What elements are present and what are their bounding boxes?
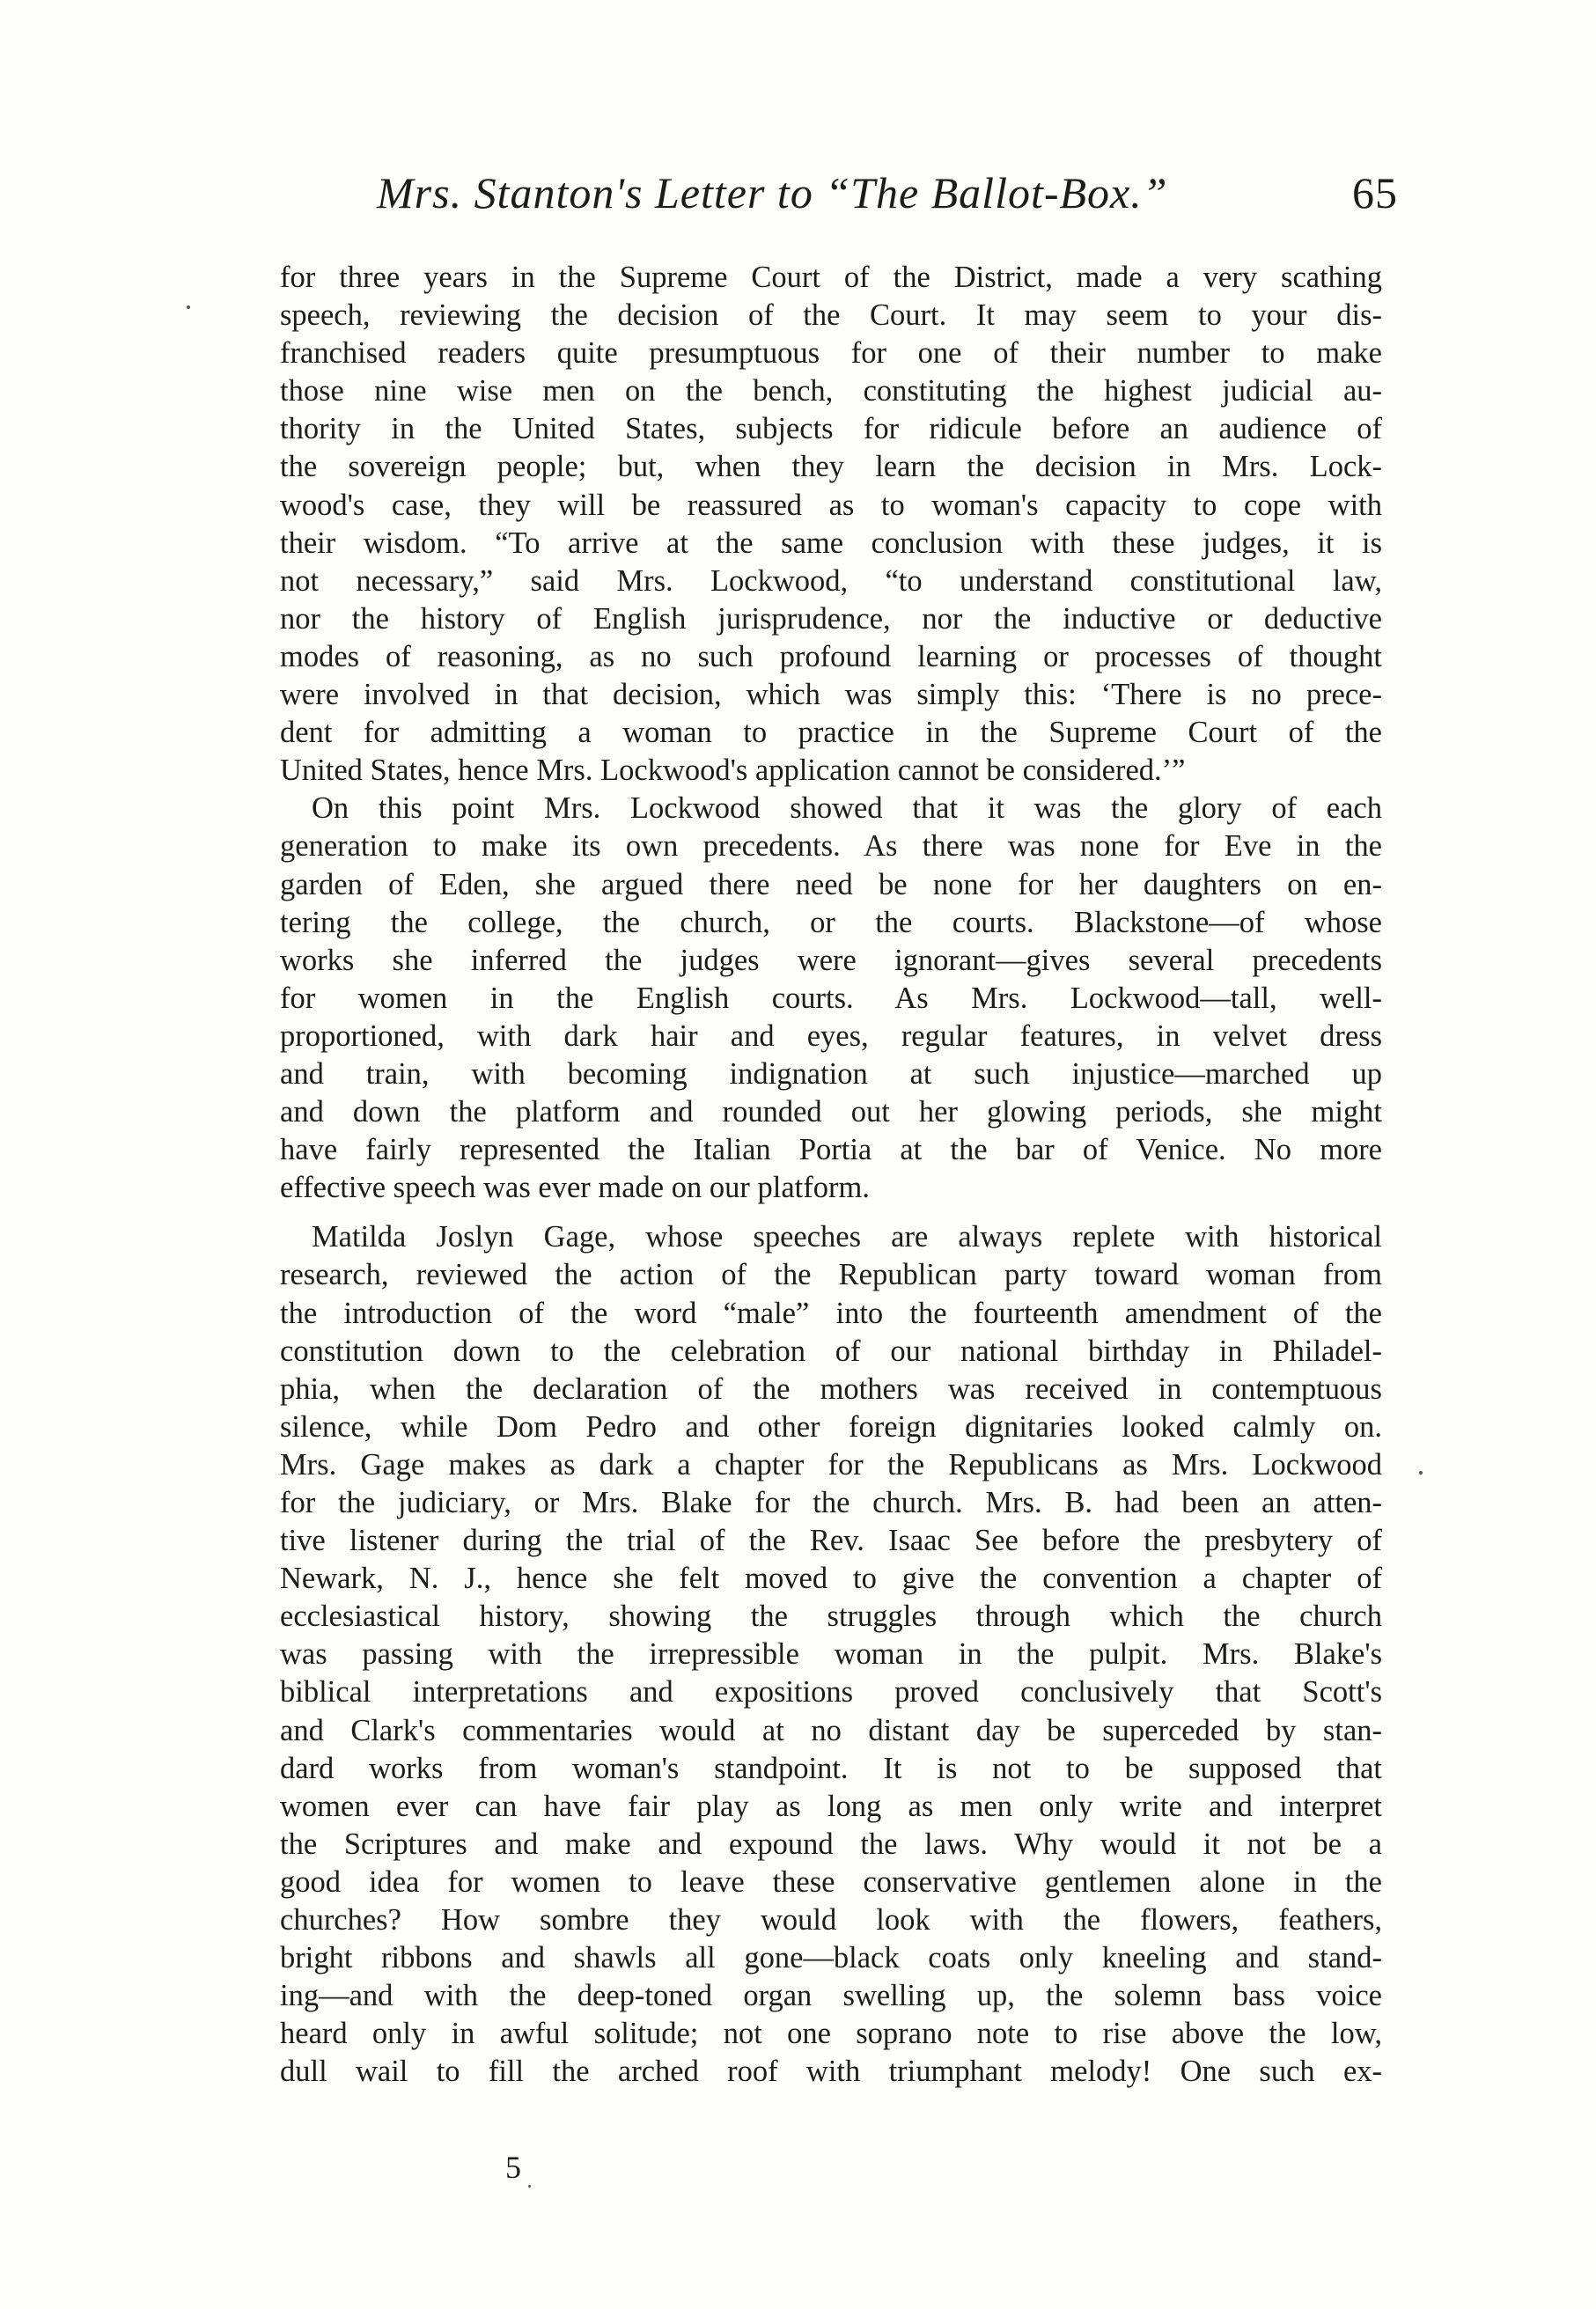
text-line: the sovereign people; but, when they learn the decision in Mrs. Lock- (280, 450, 1382, 484)
text-line: thority in the United States, subjects for ridicule before an audience of (280, 412, 1382, 446)
text-line: Newark, N. J., hence she felt moved to give the convention a chapter of (280, 1562, 1382, 1596)
text-line: tive listener during the trial of the Rev. Isaac See before the presbytery of (280, 1524, 1382, 1558)
text-line: modes of reasoning, as no such profound learning or processes of thought (280, 639, 1382, 673)
text-line: speech, reviewing the decision of the Court. It may seem to your dis- (280, 298, 1382, 333)
signature-mark: 5 (505, 2150, 521, 2185)
text-line: nor the history of English jurisprudence, nor the inductive or deductive (280, 601, 1382, 636)
text-line: proportioned, with dark hair and eyes, regular features, in velvet dress (280, 1018, 1382, 1053)
text-line: wood's case, they will be reassured as to woman's capacity to cope with (280, 488, 1382, 522)
print-speck (1419, 1471, 1423, 1474)
text-line: dard works from woman's standpoint. It is not to be supposed that (280, 1751, 1382, 1785)
text-line: for the judiciary, or Mrs. Blake for the church. Mrs. B. had been an atten- (280, 1486, 1382, 1519)
text-line: not necessary,” said Mrs. Lockwood, “to understand constitutional law, (280, 563, 1382, 598)
text-line: heard only in awful solitude; not one soprano note to rise above the low, (280, 2017, 1382, 2051)
text-line: and Clark's commentaries would at no distant day be superceded by stan- (280, 1713, 1382, 1747)
paragraph-1 (280, 259, 1382, 790)
text-line: franchised readers quite presumptuous for one of their number to make (280, 336, 1382, 371)
text-line: good idea for women to leave these conservative gentlemen alone in the (280, 1864, 1382, 1899)
paragraph-3 (280, 1218, 1382, 2091)
text-line: ing—and with the deep-toned organ swelling up, the solemn bass voice (280, 1979, 1382, 2013)
text-line: for women in the English courts. As Mrs. Lockwood—tall, well- (280, 981, 1382, 1015)
text-line: those nine wise men on the bench, constituting the highest judicial au- (280, 374, 1382, 408)
text-line: Matilda Joslyn Gage, whose speeches are always replete with historical (312, 1220, 1382, 1254)
text-line: churches? How sombre they would look with the flowers, feathers, (280, 1903, 1382, 1938)
text-line: and train, with becoming indignation at such injustice—marched up (280, 1056, 1382, 1091)
text-line: for three years in the Supreme Court of the District, made a very scathing (280, 261, 1382, 294)
text-line: garden of Eden, she argued there need be none for her daughters on en- (280, 867, 1382, 901)
text-line: tering the college, the church, or the courts. Blackstone—of whose (280, 905, 1382, 939)
text-line: women ever can have fair play as long as men only write and interpret (280, 1789, 1382, 1823)
text-line: generation to make its own precedents. As there was none for Eve in the (280, 829, 1382, 864)
text-line: the Scriptures and make and expound the laws. Why would it not be a (280, 1827, 1382, 1861)
text-line: On this point Mrs. Lockwood showed that it was the glory of each (312, 791, 1382, 826)
text-line: the introduction of the word “male” into the fourteenth amendment of the (280, 1296, 1382, 1330)
text-line: effective speech was ever made on our platform. (280, 1171, 870, 1205)
text-line: United States, hence Mrs. Lockwood's application cannot be considered.’” (280, 754, 1186, 788)
text-line: their wisdom. “To arrive at the same conclusion with these judges, it is (280, 526, 1382, 560)
text-line: phia, when the declaration of the mothers was received in contemptuous (280, 1371, 1382, 1406)
text-line: was passing with the irrepressible woman in the pulpit. Mrs. Blake's (280, 1637, 1382, 1672)
text-line: bright ribbons and shawls all gone—black coats only kneeling and stand- (280, 1941, 1382, 1975)
text-line: and down the platform and rounded out her glowing periods, she might (280, 1095, 1382, 1129)
text-line: silence, while Dom Pedro and other foreign dignitaries looked calmly on. (280, 1409, 1382, 1444)
print-speck (528, 2185, 531, 2188)
text-line: constitution down to the celebration of our national birthday in Philadel- (280, 1334, 1382, 1368)
print-speck (187, 305, 190, 309)
running-title: Mrs. Stanton's Letter to “The Ballot-Box.” (377, 168, 1168, 217)
text-line: works she inferred the judges were ignorant—gives several precedents (280, 943, 1382, 977)
text-line: biblical interpretations and expositions proved conclusively that Scott's (280, 1675, 1382, 1710)
page-number: 65 (1352, 168, 1398, 217)
text-line: have fairly represented the Italian Portia at the bar of Venice. No more (280, 1133, 1382, 1167)
running-head (280, 167, 1398, 238)
text-line: were involved in that decision, which was simply this: ‘There is no prece- (280, 678, 1382, 712)
text-line: Mrs. Gage makes as dark a chapter for the Republicans as Mrs. Lockwood (280, 1447, 1382, 1482)
text-line: research, reviewed the action of the Republican party toward woman from (280, 1258, 1382, 1292)
body-text (280, 259, 1382, 2092)
text-line: dent for admitting a woman to practice in the Supreme Court of the (280, 716, 1382, 750)
text-line: ecclesiastical history, showing the struggles through which the church (280, 1599, 1382, 1634)
text-line: dull wail to fill the arched roof with triumphant melody! One such ex- (280, 2055, 1382, 2089)
paragraph-2 (280, 790, 1382, 1207)
